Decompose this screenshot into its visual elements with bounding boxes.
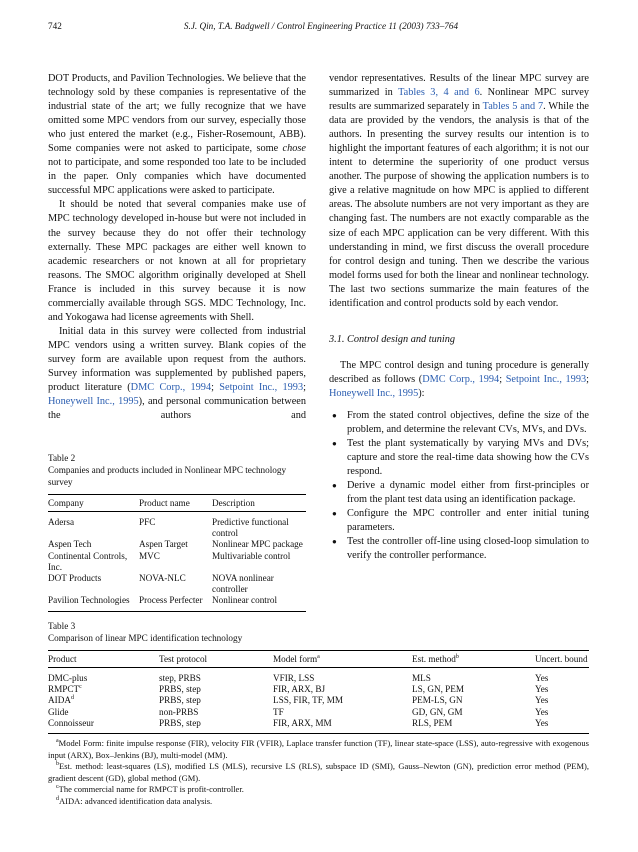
column-header: Est. method$^b$ [412, 651, 535, 668]
paragraph: It should be noted that several companies make use of MPC technology developed in-house but were not included in the survey because they do not offer their technology externally. These MPC packages are either well known to academic researchers or not known at all for proprietary reasons. The SMOC algorithm originally developed at Shell France is included in this survey because it is now commercially available through SGS. MDC Technology, Inc. and Yokogawa had license agreements with Shell. [48, 199, 306, 323]
paragraph: The MPC control design and tuning procedure is generally described as follows (DMC Corp., 1994; Setpoint Inc., 1993; Honeywell Inc., 1995): [329, 359, 589, 399]
citation-link[interactable]: Honeywell Inc., 1995 [48, 396, 139, 408]
table-ref-link[interactable]: Tables 3, 4 and 6 [398, 87, 480, 99]
table3-block [48, 620, 589, 808]
footnote: $^a$Model Form: finite impulse response (FIR), velocity FIR (VFIR), Laplace transfer function (TF), linear state-space (LSS), auto-regressive with exogenous input (ARX), Box–Jenkins (BJ), multi-model (MM). [48, 738, 589, 760]
table-row: RMPCT$^c$ PRBS, step FIR, ARX, BJ LS, GN, PEM Yes [48, 684, 549, 695]
citation-link[interactable]: Setpoint Inc., 1993 [505, 373, 587, 385]
table2-block [48, 452, 306, 612]
column-header: Uncert. bound [535, 651, 589, 668]
column-header: Model form$^a$ [273, 651, 412, 668]
paragraph: DOT Products, and Pavilion Technologies. We believe that the technology sold by these companies is representative of the industrial state of the art; we fully recognize that we have omitted some MPC vendors from our survey, especially those who just entered the market (e.g., Fisher-Rosemount, ABB). Some companies were not asked to participate, some chose not to participate, and some responded too late to be included in the paper. Only companies which have documented successful MPC applications were asked to participate. [48, 73, 306, 197]
table-row: Adersa PFC Predictive functional control [48, 517, 289, 539]
paragraph: vendor representatives. Results of the linear MPC survey are summarized in Tables 3, 4 and 6. Nonlinear MPC survey results are summarized separately in Tables 5 and 7. While the data are provided by the vendors, the analysis is that of the authors. In presenting the survey results our intention is to highlight the important features of each algorithm; it is not our intent to determine the superiority of one product versus another. The purpose of showing the application numbers is to give a relative magnitude on how MPC is applied to different areas. The absolute numbers are not very important as they are changing fast. The numbers are not exactly comparable as the size of each MPC application can be very different. With this understanding in mind, we first discuss the overall procedure for control design and tuning. Then we describe the various model forms used for both the linear and nonlinear technology. The last two sections summarize the main features of the identification and control products sold by each vendor. [329, 73, 589, 309]
list-item: ● Test the plant systematically by varying MVs and DVs; capture and store the real-time data showing how the CVs respond. [329, 437, 589, 479]
running-head: S.J. Qin, T.A. Badgwell / Control Engineering Practice 11 (2003) 733–764 [183, 21, 459, 31]
column-header: Product [48, 651, 159, 668]
table-row: Connoisseur PRBS, step FIR, ARX, MM RLS, PEM Yes [48, 718, 589, 734]
list-item: ● Test the controller off-line using closed-loop simulation to verify the controller performance. [329, 535, 589, 563]
procedure-list [329, 409, 589, 564]
citation-link[interactable]: DMC Corp., 1994 [422, 373, 500, 385]
list-item: ● Derive a dynamic model either from first-principles or from the plant test data using an identification package. [329, 479, 589, 507]
table-row: Continental Controls, Inc. MVC Multivariable control [48, 550, 291, 572]
table-row: AIDA$^d$ PRBS, step LSS, FIR, TF, MM PEM-LS, GN Yes [48, 695, 549, 706]
table-row: Aspen Tech Aspen Target Nonlinear MPC package [48, 539, 303, 550]
table-header-row [48, 495, 306, 512]
column-header: Product name [139, 495, 212, 512]
table-ref-link[interactable]: Tables 5 and 7 [482, 101, 544, 113]
footnote: $^d$AIDA: advanced identification data analysis. [56, 795, 213, 806]
list-item: ● From the stated control objectives, define the size of the problem, and determine the relevant CVs, MVs, and DVs. [329, 409, 589, 437]
footnote: $^b$Est. method: least-squares (LS), modified LS (MLS), recursive LS (RLS), subspace ID (SMI), Gauss–Newton (GN), prediction error method (PEM), gradient descent (GD), global method (GM). [48, 761, 589, 783]
citation-link[interactable]: DMC Corp., 1994 [130, 382, 212, 394]
column-header: Company [48, 495, 139, 512]
table-row: DMC-plus step, PRBS VFIR, LSS MLS Yes [48, 673, 549, 683]
list-item: ● Configure the MPC controller and enter initial tuning parameters. [329, 507, 589, 535]
table3 [48, 650, 589, 734]
citation-link[interactable]: Honeywell Inc., 1995 [329, 387, 419, 399]
table-label: Table 3 [48, 621, 76, 631]
table-row: Glide non-PRBS TF GD, GN, GM Yes [48, 706, 549, 717]
right-column [329, 72, 589, 564]
footnote: $^c$The commercial name for RMPCT is profit-controller. [56, 784, 244, 795]
page-number: 742 [48, 21, 62, 31]
table2 [48, 494, 306, 612]
table-header-row [48, 651, 589, 668]
table-caption: Companies and products included in Nonlinear MPC technology survey [48, 465, 287, 487]
citation-link[interactable]: Setpoint Inc., 1993 [219, 382, 304, 394]
table-footnotes [48, 738, 589, 808]
table-caption: Comparison of linear MPC identification technology [48, 633, 243, 643]
column-header: Description [212, 495, 306, 512]
section-title: 3.1. Control design and tuning [329, 333, 456, 345]
column-header: Test protocol [159, 651, 273, 668]
left-column [48, 72, 306, 423]
table-label: Table 2 [48, 453, 76, 463]
table-row: DOT Products NOVA-NLC NOVA nonlinear controller [48, 573, 274, 595]
table-row: Pavilion Technologies Process Perfecter Nonlinear control [48, 595, 306, 611]
paragraph: Initial data in this survey were collected from industrial MPC vendors using a written survey. Blank copies of the survey form are available upon request from the authors. Survey information was supplemented by published papers, product literature (DMC Corp., 1994; Setpoint Inc., 1993; Honeywell Inc., 1995), and personal communication between the authors and [48, 325, 306, 422]
